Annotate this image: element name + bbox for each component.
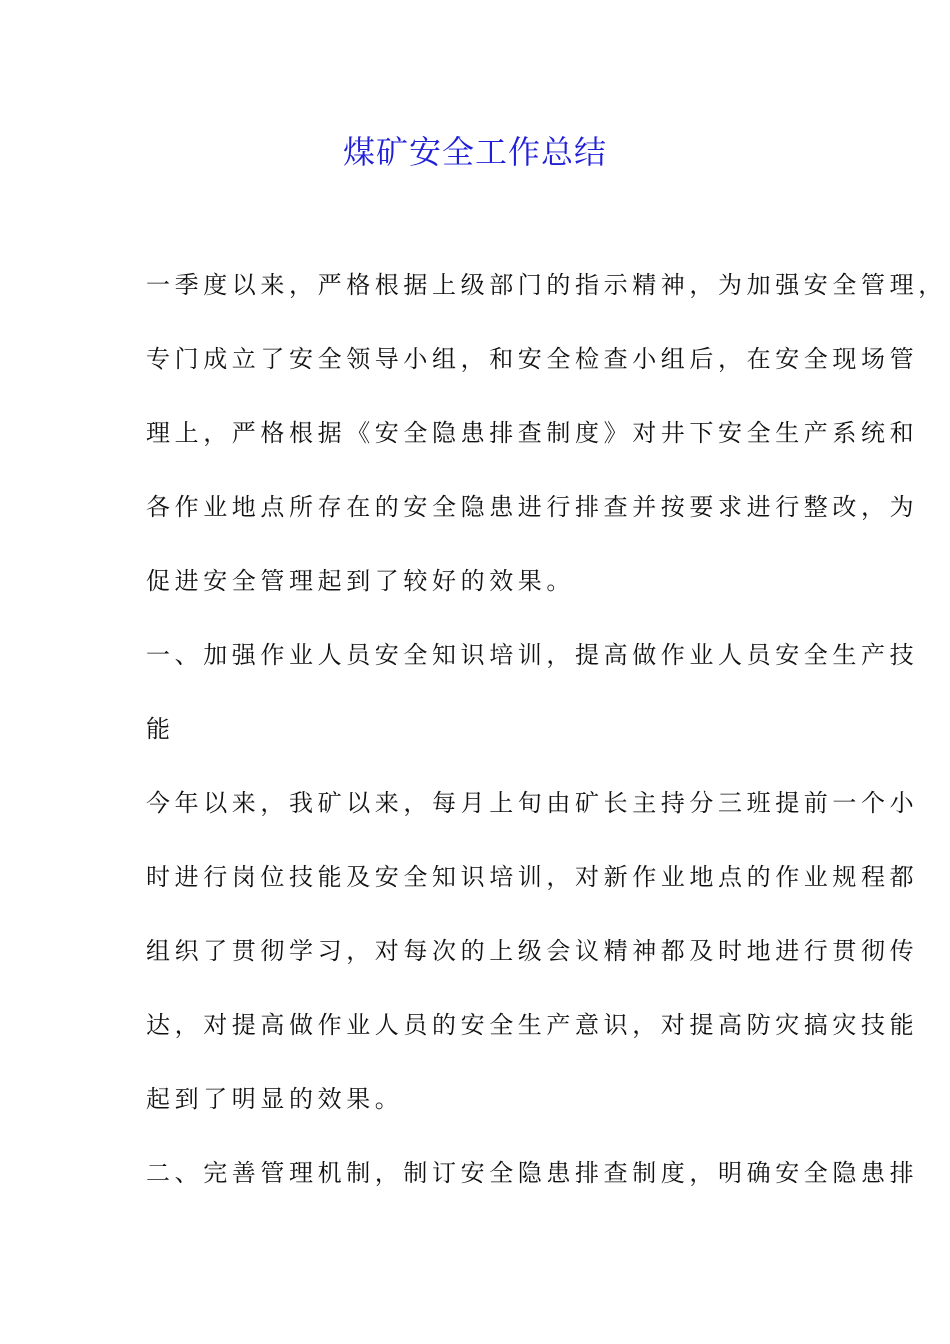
text-line: 时进行岗位技能及安全知识培训，对新作业地点的作业规程都 xyxy=(146,863,919,891)
document-body xyxy=(146,262,947,1224)
section-heading-line: 能 xyxy=(146,715,175,743)
text-line: 专门成立了安全领导小组，和安全检查小组后，在安全现场管 xyxy=(146,345,919,373)
text-line: 今年以来，我矿以来，每月上旬由矿长主持分三班提前一个小 xyxy=(146,789,919,817)
text-line: 一季度以来，严格根据上级部门的指示精神，为加强安全管理， xyxy=(146,271,947,299)
text-line: 起到了明显的效果。 xyxy=(146,1085,404,1113)
text-line: 组织了贯彻学习，对每次的上级会议精神都及时地进行贯彻传 xyxy=(146,937,919,965)
text-line: 促进安全管理起到了较好的效果。 xyxy=(146,567,575,595)
document-title: 煤矿安全工作总结 xyxy=(342,133,607,171)
section-heading-line: 一、加强作业人员安全知识培训，提高做作业人员安全生产技 xyxy=(146,641,919,669)
text-line: 达，对提高做作业人员的安全生产意识，对提高防灾搞灾技能 xyxy=(146,1011,919,1039)
text-line: 理上，严格根据《安全隐患排查制度》对井下安全生产系统和 xyxy=(146,419,919,447)
section-heading-line: 二、完善管理机制，制订安全隐患排查制度，明确安全隐患排 xyxy=(146,1159,919,1187)
text-line: 各作业地点所存在的安全隐患进行排查并按要求进行整改，为 xyxy=(146,493,919,521)
